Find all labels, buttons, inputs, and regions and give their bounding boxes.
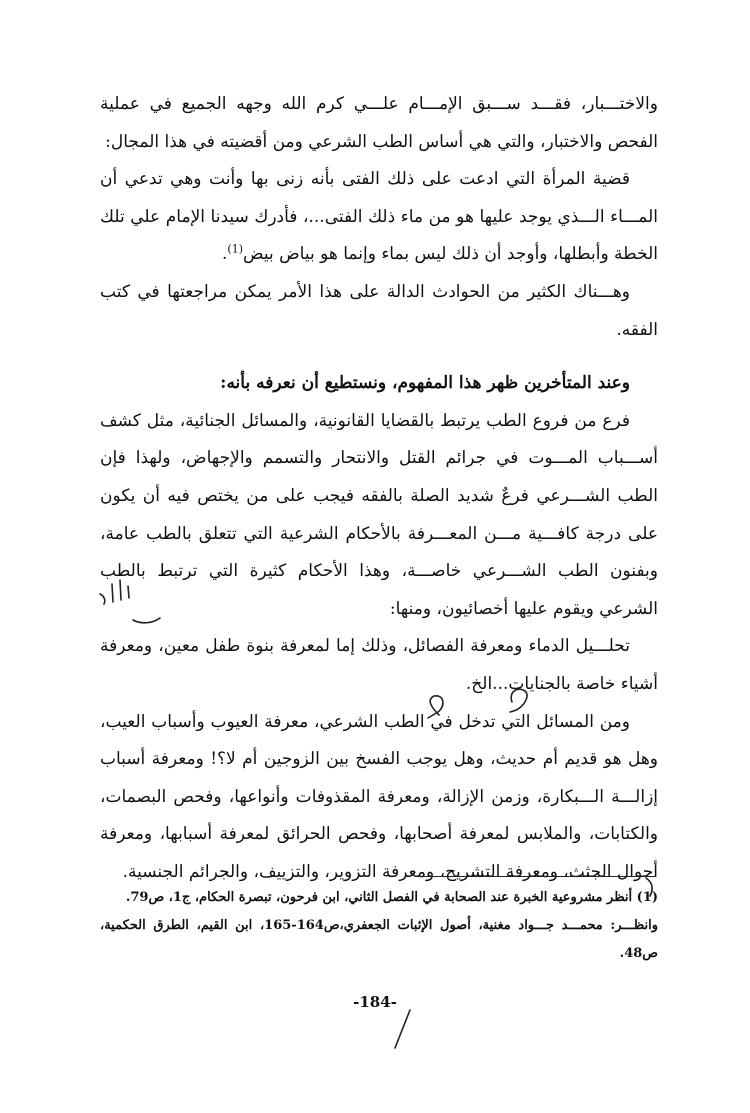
page-number: -184- xyxy=(353,993,397,1011)
paragraph-2-end: . xyxy=(222,244,228,265)
footnote-1-line-1 xyxy=(100,884,658,912)
section-heading: وعند المتأخرين ظهر هذا المفهوم، ونستطيع أن نعرفه بأنه: xyxy=(220,373,630,394)
footnote-1-marker: (1) xyxy=(636,890,658,905)
paragraph-2-text: قضية المرأة التي ادعت على ذلك الفتى بأنه زنى بها وأنت وهي تدعي أن المـــاء الـــذي يوجد عليها هو من ماء ذلك الفتى...، فأدرك سيدنا الإمام علي تلك الخطة وأبطلها، وأوجد أن ذلك ليس بماء وإنما هو بياض بيض xyxy=(100,169,658,265)
footnote-reference[interactable]: (1) xyxy=(227,242,243,256)
paragraph-1: والاختـــبار، فقـــد ســـبق الإمـــام علـــي كرم الله وجهه الجميع في عملية الفحص والاختبار، والتي هي أساس الطب الشرعي ومن أقضيته في هذا المجال: xyxy=(100,94,658,152)
footnote-separator xyxy=(420,876,656,877)
paragraph-4: فرع من فروع الطب يرتبط بالقضايا القانونية، والمسائل الجنائية، مثل كشف أســـباب المـــوت في جرائم القتل والانتحار والتسمم والإجهاض، ولهذا فإن الطب الشـــرعي فرعٌ شديد الصلة بالفقه فيجب على من يختص فيه أن يكون على درجة كافـــية مـــن المعـــرفة بالأحكام الشرعية التي تتعلق بالطب عامة، وبفنون الطب الشـــرعي خاصـــة، وهذا الأحكام كثيرة التي ترتبط بالطب الشرعي ويقوم عليها أخصائيون، ومنها: xyxy=(100,410,658,619)
main-text xyxy=(100,86,658,891)
pen-mark-slash-page xyxy=(395,1010,410,1048)
paragraph-3: وهـــناك الكثير من الحوادث الدالة على هذا الأمر يمكن مراجعتها في كتب الفقه. xyxy=(100,281,658,340)
paragraph-6: ومن المسائل التي تدخل في الطب الشرعي، معرفة العيوب وأسباب العيب، وهل هو قديم أم حديث، وهل يوجب الفسخ بين الزوجين أم لا؟! ومعرفة أسباب إزالـــة الـــبكارة، وزمن الإزالة، ومعرفة المقذوفات وأنواعها، وفحص البصمات، والكتابات، والملابس لمعرفة أصحابها، وفحص الحرائق لمعرفة أسبابها، ومعرفة أحوال الجثث، ومعرفة التشريح، ومعرفة التزوير، والتزييف، والجرائم الجنسية. xyxy=(100,711,658,882)
footnote-1-text: أنظر مشروعية الخبرة عند الصحابة في الفصل الثاني، ابن فرحون، تبصرة الحكام، ج1، ص79. xyxy=(125,890,633,905)
footnote-1-line-2: وانظـــر: محمـــد جـــواد مغنية، أصول الإثبات الجعفري،ص164-165، ابن القيم، الطرق الحكمية، ص48. xyxy=(100,918,658,961)
footnotes xyxy=(100,884,658,968)
paragraph-2 xyxy=(100,161,658,274)
paragraph-5: تحلـــيل الدماء ومعرفة الفصائل، وذلك إما لمعرفة بنوة طفل معين، ومعرفة أشياء خاصة بالجنايات...الخ. xyxy=(100,636,658,694)
